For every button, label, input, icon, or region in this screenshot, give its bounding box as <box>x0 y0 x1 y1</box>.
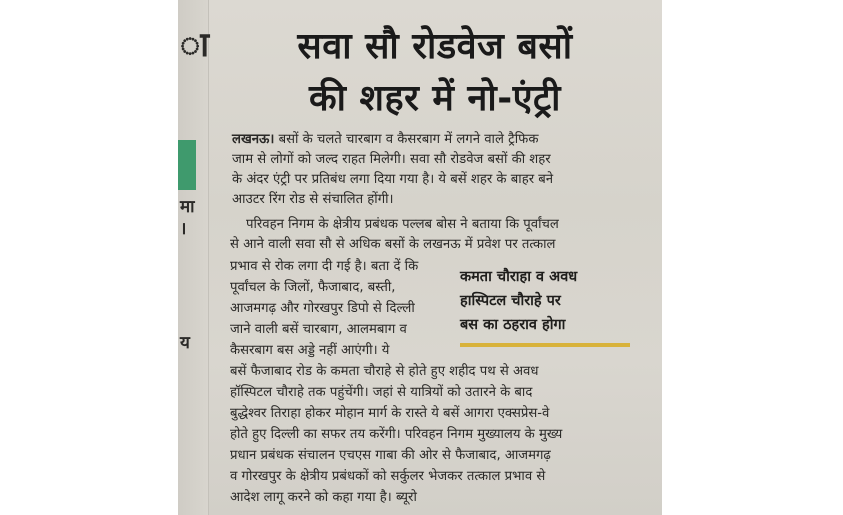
article-line: पूर्वांचल के जिलों, फैजाबाद, बस्ती, <box>230 280 396 295</box>
article-line: हॉस्पिटल चौराहे तक पहुंचेंगी। जहां से यात्रियों को उतारने के बाद <box>230 385 533 400</box>
article-line: प्रधान प्रबंधक संचालन एचएस गाबा की ओर से फैजाबाद, आजमगढ़ <box>230 448 551 463</box>
pull-quote-line: बस का ठहराव होगा <box>460 317 566 333</box>
article-line: परिवहन निगम के क्षेत्रीय प्रबंधक पल्लब बोस ने बताया कि पूर्वांचल <box>246 217 559 232</box>
article-line: आजमगढ़ और गोरखपुर डिपो से दिल्ली <box>230 301 415 316</box>
adjacent-column-glyph: । <box>180 219 187 239</box>
article-headline-line-1: सवा सौ रोडवेज बसों <box>297 26 573 67</box>
pull-quote-line: हास्पिटल चौराहे पर <box>460 293 561 309</box>
adjacent-column-strip <box>178 0 209 515</box>
article-line: आउटर रिंग रोड से संचालित होंगी। <box>232 192 394 207</box>
adjacent-column-glyph: ा <box>180 25 210 65</box>
article-headline-line-2: की शहर में नो-एंट्री <box>308 78 562 119</box>
article-line: बसें फैजाबाद रोड के कमता चौराहे से होते हुए शहीद पथ से अवध <box>230 364 539 379</box>
article-line: के अंदर एंट्री पर प्रतिबंध लगा दिया गया है। ये बसें शहर के बाहर बने <box>232 172 554 187</box>
article-line: लखनऊ। बसों के चलते चारबाग व कैसरबाग में लगने वाले ट्रैफिक <box>232 132 539 147</box>
article-line: जाने वाली बसें चारबाग, आलमबाग व <box>230 322 407 337</box>
article-line: से आने वाली सवा सौ से अधिक बसों के लखनऊ में प्रवेश पर तत्काल <box>230 237 556 252</box>
dateline: लखनऊ। <box>232 132 275 147</box>
article-line: जाम से लोगों को जल्द राहत मिलेगी। सवा सौ रोडवेज बसों की शहर <box>232 152 551 167</box>
newspaper-clipping <box>178 0 662 515</box>
article-line: होते हुए दिल्ली का सफर तय करेंगी। परिवहन निगम मुख्यालय के मुख्य <box>230 427 563 442</box>
adjacent-column-green-box <box>178 140 196 190</box>
article-line: प्रभाव से रोक लगा दी गई है। बता दें कि <box>230 259 419 274</box>
pull-quote <box>460 265 630 347</box>
adjacent-column-glyph: य <box>180 333 190 353</box>
article-line: आदेश लागू करने को कहा गया है। ब्यूरो <box>230 490 417 505</box>
article-line: कैसरबाग बस अड्डे नहीं आएंगी। ये <box>230 343 390 358</box>
pull-quote-line: कमता चौराहा व अवध <box>460 269 578 285</box>
adjacent-column-glyph: मा <box>180 197 195 217</box>
article-line: व गोरखपुर के क्षेत्रीय प्रबंधकों को सर्कुलर भेजकर तत्काल प्रभाव से <box>230 469 546 484</box>
article-line: बुद्धेश्वर तिराहा होकर मोहान मार्ग के रास्ते ये बसें आगरा एक्सप्रेस-वे <box>230 406 550 421</box>
